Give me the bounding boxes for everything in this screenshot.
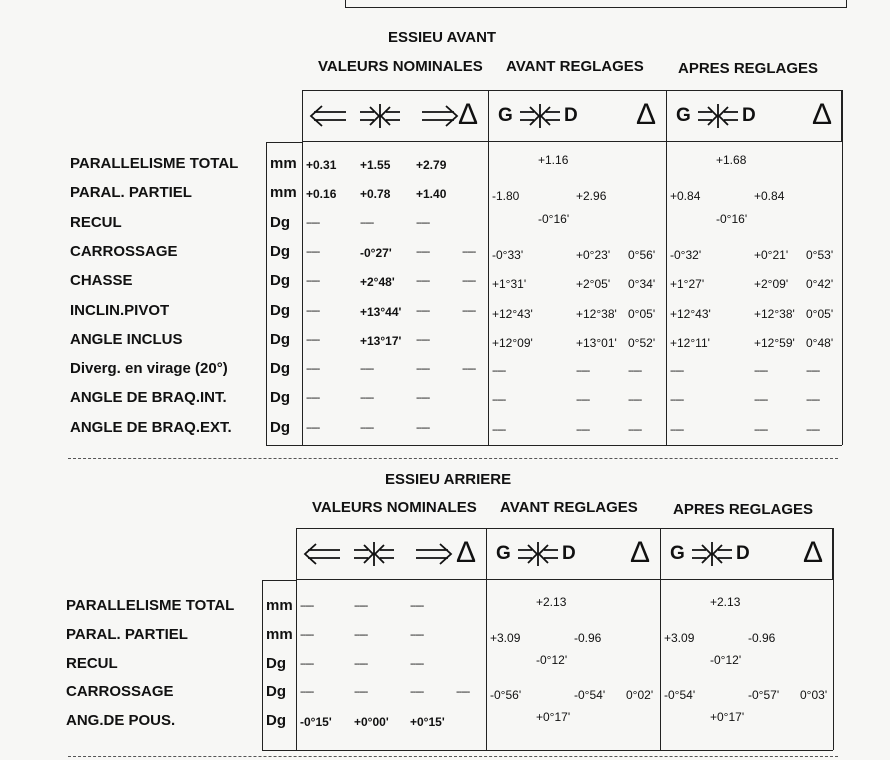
avant-row-label: ANGLE INCLUS xyxy=(70,330,183,348)
avant-row-label: PARALLELISME TOTAL xyxy=(70,155,239,172)
arriere-title: ESSIEU ARRIERE xyxy=(385,471,512,488)
avant-apres-value: 0°48' xyxy=(806,335,834,350)
avant-unit-right-edge xyxy=(302,142,303,445)
avant-nominal-value: ----- xyxy=(360,216,374,229)
avant-row-label: ANGLE DE BRAQ.INT. xyxy=(70,389,227,407)
avant-row-label: PARAL. PARTIEL xyxy=(70,184,192,202)
avant-grid-right-edge xyxy=(842,90,843,445)
arriere-separator xyxy=(68,756,838,757)
avant-nominal-value: ----- xyxy=(306,363,320,376)
avant-nominal-value: ----- xyxy=(306,216,320,229)
arriere-nominal-value: ----- xyxy=(300,628,314,641)
arriere-nominal-value: ----- xyxy=(354,628,368,641)
avant-grid-bottom xyxy=(266,445,842,446)
avant-nominal-value: +0.78 xyxy=(360,187,391,202)
arriere-avant-toe-icon xyxy=(518,542,558,566)
avant-row-unit: Dg xyxy=(270,330,290,348)
arriere-avant-value: 0°02' xyxy=(626,688,654,703)
arriere-avant-value: -0°56' xyxy=(490,688,522,703)
avant-avant-value: 0°34' xyxy=(628,277,656,292)
avant-apres-value: ----- xyxy=(754,394,768,407)
arriere-avant-value: +2.13 xyxy=(536,595,567,609)
avant-nominal-value: ----- xyxy=(360,392,374,405)
arriere-row-label: PARALLELISME TOTAL xyxy=(66,597,235,614)
avant-nominal-value: ----- xyxy=(306,245,320,258)
avant-apres-value: +0.84 xyxy=(670,189,701,204)
arriere-apres-value: -0°54' xyxy=(664,688,696,703)
avant-avant-value: 0°52' xyxy=(628,335,656,350)
avant-nominal-value: ----- xyxy=(416,275,430,288)
avant-avant-toe-icon xyxy=(520,104,560,128)
avant-apres-value: +1°27' xyxy=(670,277,705,292)
avant-nominal-max-arrow-icon xyxy=(420,104,460,128)
avant-row-unit: Dg xyxy=(270,418,290,436)
arriere-nominal-value: ----- xyxy=(300,686,314,699)
avant-avant-value: ----- xyxy=(628,365,642,378)
avant-apres-right-d: D xyxy=(742,105,756,126)
arriere-apres-value: +0°17' xyxy=(710,710,745,725)
avant-avant-value: -0°16' xyxy=(538,211,570,226)
avant-apres-value: ----- xyxy=(754,423,768,436)
avant-row-label: CHASSE xyxy=(70,272,133,290)
arriere-nominal-value: ----- xyxy=(410,686,424,699)
avant-row-unit: Dg xyxy=(270,242,290,260)
arriere-grid-right-edge xyxy=(833,528,834,750)
avant-apres-value: +12°11' xyxy=(670,335,710,350)
arriere-nominal-target-icon xyxy=(354,542,394,566)
arriere-grid-bottom xyxy=(262,750,833,751)
arriere-row-unit: Dg xyxy=(266,654,286,672)
avant-row-label: Diverg. en virage (20°) xyxy=(70,360,228,378)
avant-avant-value: +1.16 xyxy=(538,153,569,167)
avant-apres-value: ----- xyxy=(806,365,820,378)
avant-nominal-value: ----- xyxy=(306,304,320,317)
arriere-header-nominal: VALEURS NOMINALES xyxy=(312,499,477,516)
avant-apres-value: 0°42' xyxy=(806,277,834,292)
avant-avant-value: +2.96 xyxy=(576,189,607,204)
avant-avant-right-d: D xyxy=(564,105,578,126)
arriere-nominal-value: ----- xyxy=(456,686,470,699)
avant-nominal-value: ----- xyxy=(306,421,320,434)
avant-avant-value: 0°56' xyxy=(628,247,656,262)
avant-apres-value: +1.68 xyxy=(716,153,747,167)
arriere-nominal-value: ----- xyxy=(354,600,368,612)
avant-nominal-value: ----- xyxy=(306,392,320,405)
avant-nominal-value: +13°17' xyxy=(360,333,402,348)
avant-apres-value: 0°05' xyxy=(806,306,834,321)
arriere-avant-value: -0°12' xyxy=(536,652,568,667)
avant-apres-value: -0°16' xyxy=(716,211,748,226)
avant-row-unit: Dg xyxy=(270,389,290,407)
avant-avant-value: -0°33' xyxy=(492,247,524,262)
arriere-nominal-value: ----- xyxy=(300,657,314,670)
avant-avant-value: +12°43' xyxy=(492,306,533,321)
arriere-apres-value: -0°12' xyxy=(710,652,742,667)
arriere-nominal-value: ----- xyxy=(410,657,424,670)
arriere-avant-value: -0°54' xyxy=(574,688,606,703)
avant-apres-value: ----- xyxy=(806,394,820,407)
avant-avant-left-g: G xyxy=(498,105,513,126)
arriere-nominal-value: ----- xyxy=(354,686,368,699)
avant-title: ESSIEU AVANT xyxy=(388,29,497,46)
avant-row-unit: Dg xyxy=(270,272,290,290)
avant-avant-value: +2°05' xyxy=(576,277,611,292)
avant-apres-value: 0°53' xyxy=(806,247,834,262)
avant-grid-top xyxy=(266,142,302,143)
arriere-nominal-min-arrow-icon xyxy=(302,542,342,566)
arriere-avant-right-d: D xyxy=(562,543,576,564)
avant-header-avant: AVANT REGLAGES xyxy=(506,58,644,75)
avant-nominal-min-arrow-icon xyxy=(308,104,348,128)
avant-row-label: RECUL xyxy=(70,213,122,231)
arriere-apres-value: -0°57' xyxy=(748,688,780,703)
arriere-row-unit: Dg xyxy=(266,712,286,730)
avant-avant-value: -1.80 xyxy=(492,189,520,204)
avant-nominal-value: ----- xyxy=(462,275,476,288)
avant-row-unit: Dg xyxy=(270,213,290,231)
arriere-row-label: PARAL. PARTIEL xyxy=(66,625,188,643)
avant-apres-value: +12°59' xyxy=(754,335,795,350)
avant-nominal-value: ----- xyxy=(416,304,430,317)
arriere-nominal-value: ----- xyxy=(354,657,368,670)
avant-nominal-value: ----- xyxy=(416,245,430,258)
arriere-row-unit: mm xyxy=(266,597,293,614)
avant-nominal-value: ----- xyxy=(462,304,476,317)
arriere-nominal-value: ----- xyxy=(410,628,424,641)
previous-page-box-edge xyxy=(345,0,847,8)
avant-apres-left-g: G xyxy=(676,105,691,126)
avant-nominal-value: ----- xyxy=(360,421,374,434)
avant-nominal-value: ----- xyxy=(462,363,476,376)
avant-nominal-value: ----- xyxy=(416,333,430,346)
avant-nominal-value: ----- xyxy=(306,333,320,346)
arriere-divider-2 xyxy=(660,528,661,750)
avant-divider-2 xyxy=(666,90,667,445)
avant-apres-value: +2°09' xyxy=(754,277,789,292)
avant-row-unit: Dg xyxy=(270,360,290,378)
arriere-unit-left-edge xyxy=(262,580,263,750)
arriere-apres-left-g: G xyxy=(670,543,685,564)
arriere-avant-value: +0°17' xyxy=(536,710,571,725)
arriere-row-unit: Dg xyxy=(266,683,286,701)
arriere-apres-value: -0.96 xyxy=(748,630,776,645)
avant-header-nominal: VALEURS NOMINALES xyxy=(318,58,483,75)
avant-nominal-value: ----- xyxy=(360,363,374,376)
avant-avant-value: ----- xyxy=(492,365,506,378)
avant-nominal-value: ----- xyxy=(462,245,476,258)
avant-nominal-value: +0.31 xyxy=(306,158,337,172)
avant-avant-value: +1°31' xyxy=(492,277,527,292)
avant-nominal-value: ----- xyxy=(416,363,430,376)
arriere-avant-value: +3.09 xyxy=(490,630,521,645)
avant-avant-value: ----- xyxy=(576,423,590,436)
avant-row-label: ANGLE DE BRAQ.EXT. xyxy=(70,418,232,436)
avant-nominal-value: +0.16 xyxy=(306,187,337,202)
arriere-apres-value: +2.13 xyxy=(710,595,741,609)
avant-divider-1 xyxy=(488,90,489,445)
avant-row-unit: mm xyxy=(270,155,297,172)
arriere-nominal-max-arrow-icon xyxy=(414,542,454,566)
arriere-avant-value: -0.96 xyxy=(574,630,602,645)
arriere-header-apres: APRES REGLAGES xyxy=(673,501,814,518)
avant-avant-value: +12°09' xyxy=(492,335,533,350)
avant-nominal-value: ----- xyxy=(416,216,430,229)
arriere-nominal-delta-icon: Δ xyxy=(456,536,477,569)
avant-apres-value: +12°43' xyxy=(670,306,711,321)
avant-apres-value: +0.84 xyxy=(754,189,785,204)
avant-avant-value: +13°01' xyxy=(576,335,617,350)
arriere-unit-right-edge xyxy=(296,580,297,750)
avant-avant-value: 0°05' xyxy=(628,306,656,321)
avant-avant-value: ----- xyxy=(492,423,506,436)
arriere-grid-top xyxy=(262,580,296,581)
avant-nominal-value: ----- xyxy=(416,392,430,405)
avant-apres-value: ----- xyxy=(754,365,768,378)
arriere-apres-value: +3.09 xyxy=(664,630,695,645)
avant-nominal-value: +2.79 xyxy=(416,158,447,172)
avant-avant-value: ----- xyxy=(628,423,642,436)
arriere-avant-delta-icon: Δ xyxy=(630,536,651,569)
avant-avant-value: ----- xyxy=(628,394,642,407)
avant-nominal-value: +1.40 xyxy=(416,187,447,202)
avant-apres-value: ----- xyxy=(806,423,820,436)
arriere-row-label: ANG.DE POUS. xyxy=(66,712,176,730)
avant-nominal-value: +13°44' xyxy=(360,304,402,319)
avant-row-label: CARROSSAGE xyxy=(70,242,178,260)
avant-nominal-value: ----- xyxy=(416,421,430,434)
avant-nominal-target-icon xyxy=(360,104,400,128)
avant-avant-value: +12°38' xyxy=(576,306,617,321)
arriere-nominal-value: +0°15' xyxy=(410,715,445,730)
avant-avant-value: ----- xyxy=(576,394,590,407)
avant-avant-delta-icon: Δ xyxy=(636,98,657,131)
avant-avant-value: ----- xyxy=(576,365,590,378)
avant-apres-toe-icon xyxy=(698,104,738,128)
avant-avant-value: ----- xyxy=(492,394,506,407)
avant-nominal-value: +2°48' xyxy=(360,275,395,290)
arriere-divider-1 xyxy=(486,528,487,750)
avant-nominal-value: +1.55 xyxy=(360,158,391,172)
avant-row-label: INCLIN.PIVOT xyxy=(70,301,170,319)
arriere-header-avant: AVANT REGLAGES xyxy=(500,499,638,516)
avant-avant-value: +0°23' xyxy=(576,247,611,262)
arriere-apres-right-d: D xyxy=(736,543,750,564)
arriere-apres-value: 0°03' xyxy=(800,688,828,703)
avant-apres-value: +0°21' xyxy=(754,247,789,262)
avant-apres-value: +12°38' xyxy=(754,306,795,321)
avant-header-apres: APRES REGLAGES xyxy=(678,60,819,77)
avant-row-unit: Dg xyxy=(270,301,290,319)
arriere-apres-toe-icon xyxy=(692,542,732,566)
avant-apres-value: ----- xyxy=(670,394,684,407)
arriere-nominal-value: ----- xyxy=(300,600,314,612)
avant-apres-value: -0°32' xyxy=(670,247,702,262)
avant-separator xyxy=(68,458,838,459)
arriere-nominal-value: +0°00' xyxy=(354,715,389,730)
avant-apres-value: ----- xyxy=(670,365,684,378)
avant-apres-delta-icon: Δ xyxy=(812,98,833,131)
arriere-nominal-value: ----- xyxy=(410,600,424,612)
arriere-row-label: CARROSSAGE xyxy=(66,683,174,701)
arriere-apres-delta-icon: Δ xyxy=(803,536,824,569)
arriere-row-label: RECUL xyxy=(66,654,118,672)
avant-nominal-value: ----- xyxy=(306,275,320,288)
avant-nominal-value: -0°27' xyxy=(360,245,392,260)
avant-nominal-delta-icon: Δ xyxy=(458,98,479,131)
arriere-row-unit: mm xyxy=(266,625,293,643)
arriere-avant-left-g: G xyxy=(496,543,511,564)
arriere-nominal-value: -0°15' xyxy=(300,715,332,730)
avant-row-unit: mm xyxy=(270,184,297,202)
avant-unit-left-edge xyxy=(266,142,267,445)
avant-apres-value: ----- xyxy=(670,423,684,436)
